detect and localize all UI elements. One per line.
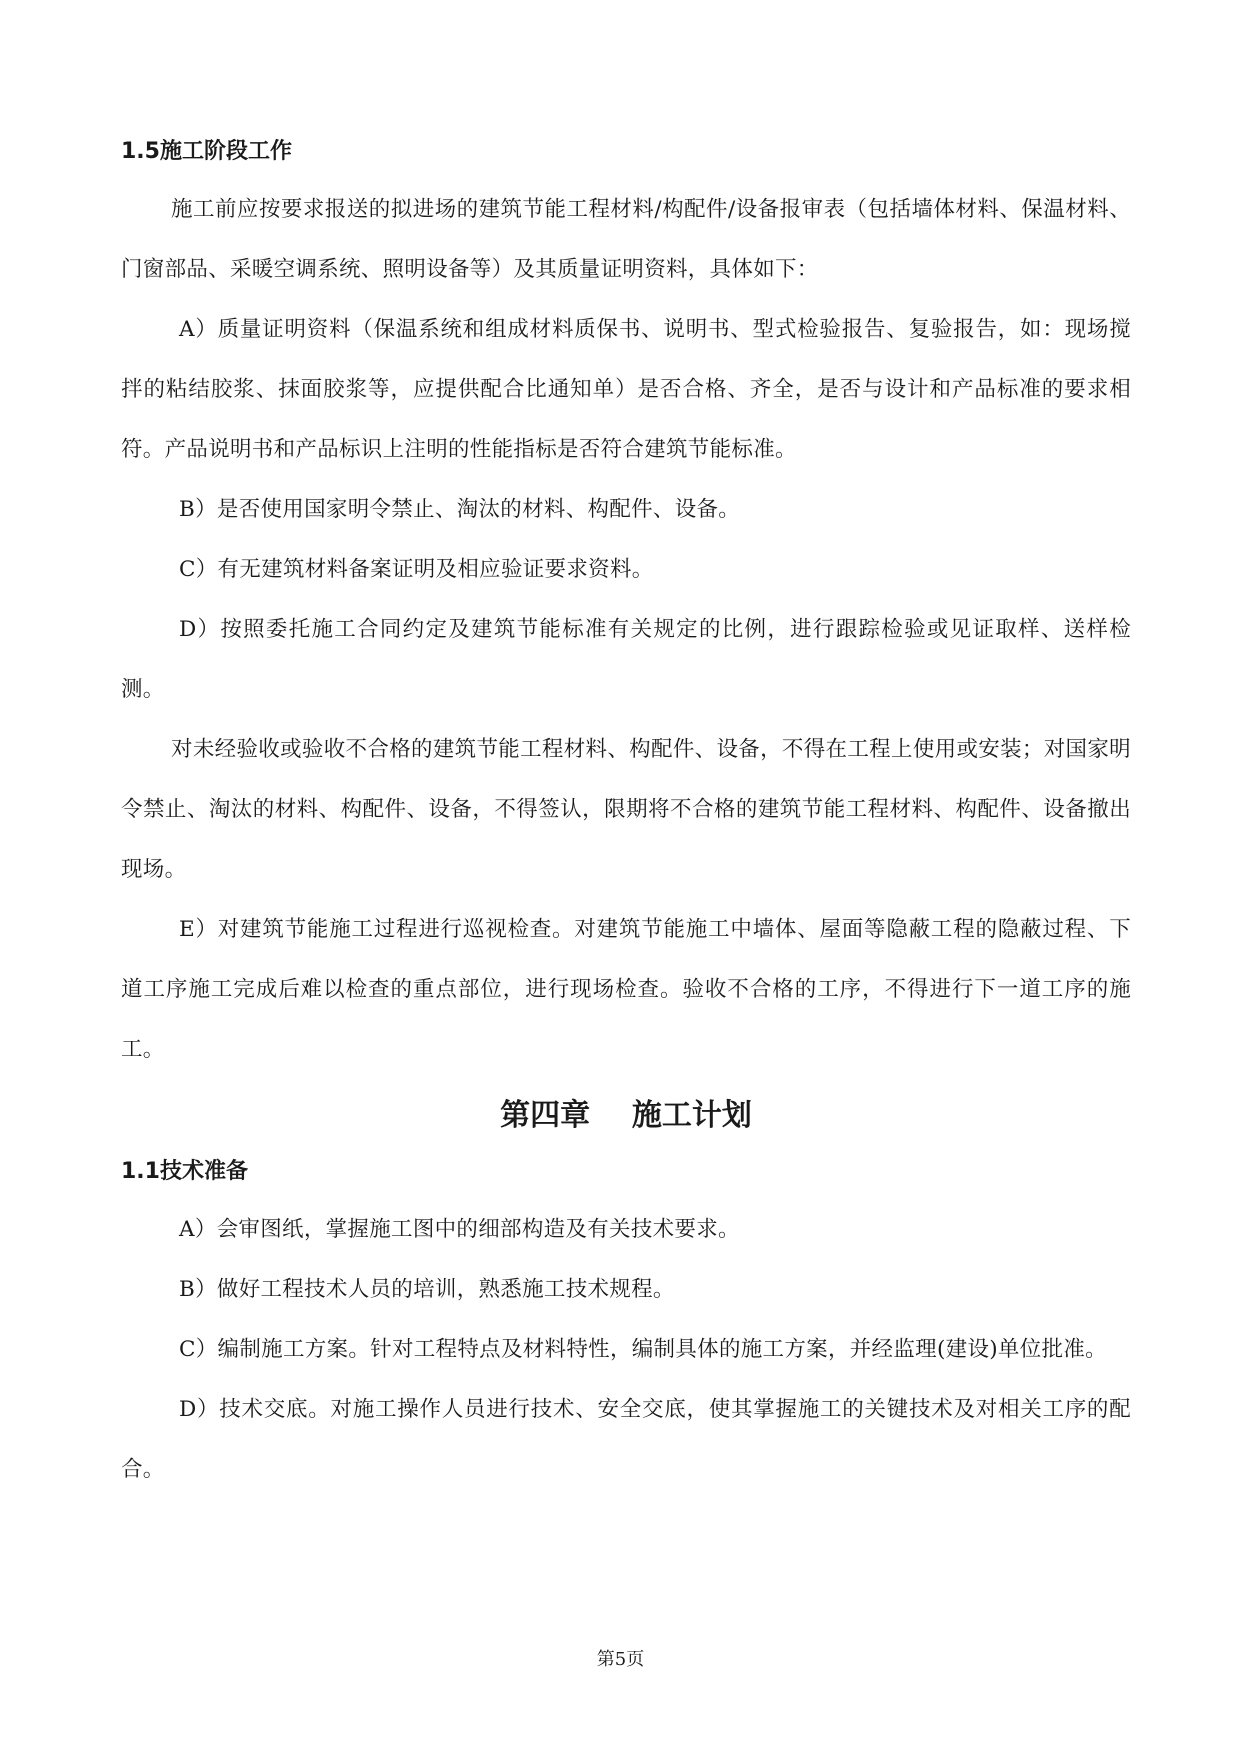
paragraph-intro: 施工前应按要求报送的拟进场的建筑节能工程材料/构配件/设备报审表（包括墙体材料、保温材料、门窗部品、采暖空调系统、照明设备等）及其质量证明资料，具体如下： — [121, 197, 1131, 282]
list-item-e-inspection: E）对建筑节能施工过程进行巡视检查。对建筑节能施工中墙体、屋面等隐蔽工程的隐蔽过程、下道工序施工完成后难以检查的重点部位，进行现场检查。验收不合格的工序，不得进行下一道工序的施工。 — [121, 917, 1131, 1062]
list-item-a-quality-docs: A）质量证明资料（保温系统和组成材料质保书、说明书、型式检验报告、复验报告，如：现场搅拌的粘结胶浆、抹面胶浆等，应提供配合比通知单）是否合格、齐全，是否与设计和产品标准的要求相符。产品说明书和产品标识上注明的性能指标是否符合建筑节能标准。 — [121, 317, 1131, 462]
list-item-c-filing-certificate: C）有无建筑材料备案证明及相应验证要求资料。 — [179, 557, 654, 582]
list-item-b-training: B）做好工程技术人员的培训，熟悉施工技术规程。 — [179, 1277, 675, 1302]
list-item-b-banned-materials: B）是否使用国家明令禁止、淘汰的材料、构配件、设备。 — [179, 497, 741, 522]
page-content — [121, 138, 1131, 1500]
paragraph-rejection-rules: 对未经验收或验收不合格的建筑节能工程材料、构配件、设备，不得在工程上使用或安装；对国家明令禁止、淘汰的材料、构配件、设备，不得签认，限期将不合格的建筑节能工程材料、构配件、设备撤出现场。 — [121, 737, 1131, 882]
section-heading-construction-stage: 1.5施工阶段工作 — [121, 139, 292, 164]
page-number: 第5页 — [596, 1649, 645, 1670]
list-item-a-drawing-review: A）会审图纸，掌握施工图中的细部构造及有关技术要求。 — [179, 1217, 740, 1242]
list-item-c-construction-plan: C）编制施工方案。针对工程特点及材料特性，编制具体的施工方案，并经监理(建设)单位批准。 — [179, 1337, 1107, 1362]
list-item-d-sampling: D）按照委托施工合同约定及建筑节能标准有关规定的比例，进行跟踪检验或见证取样、送样检测。 — [121, 617, 1131, 702]
list-item-d-technical-briefing: D）技术交底。对施工操作人员进行技术、安全交底，使其掌握施工的关键技术及对相关工序的配合。 — [121, 1397, 1131, 1482]
chapter-title: 第四章 施工计划 — [500, 1098, 752, 1133]
section-heading-technical-prep: 1.1技术准备 — [121, 1159, 248, 1184]
